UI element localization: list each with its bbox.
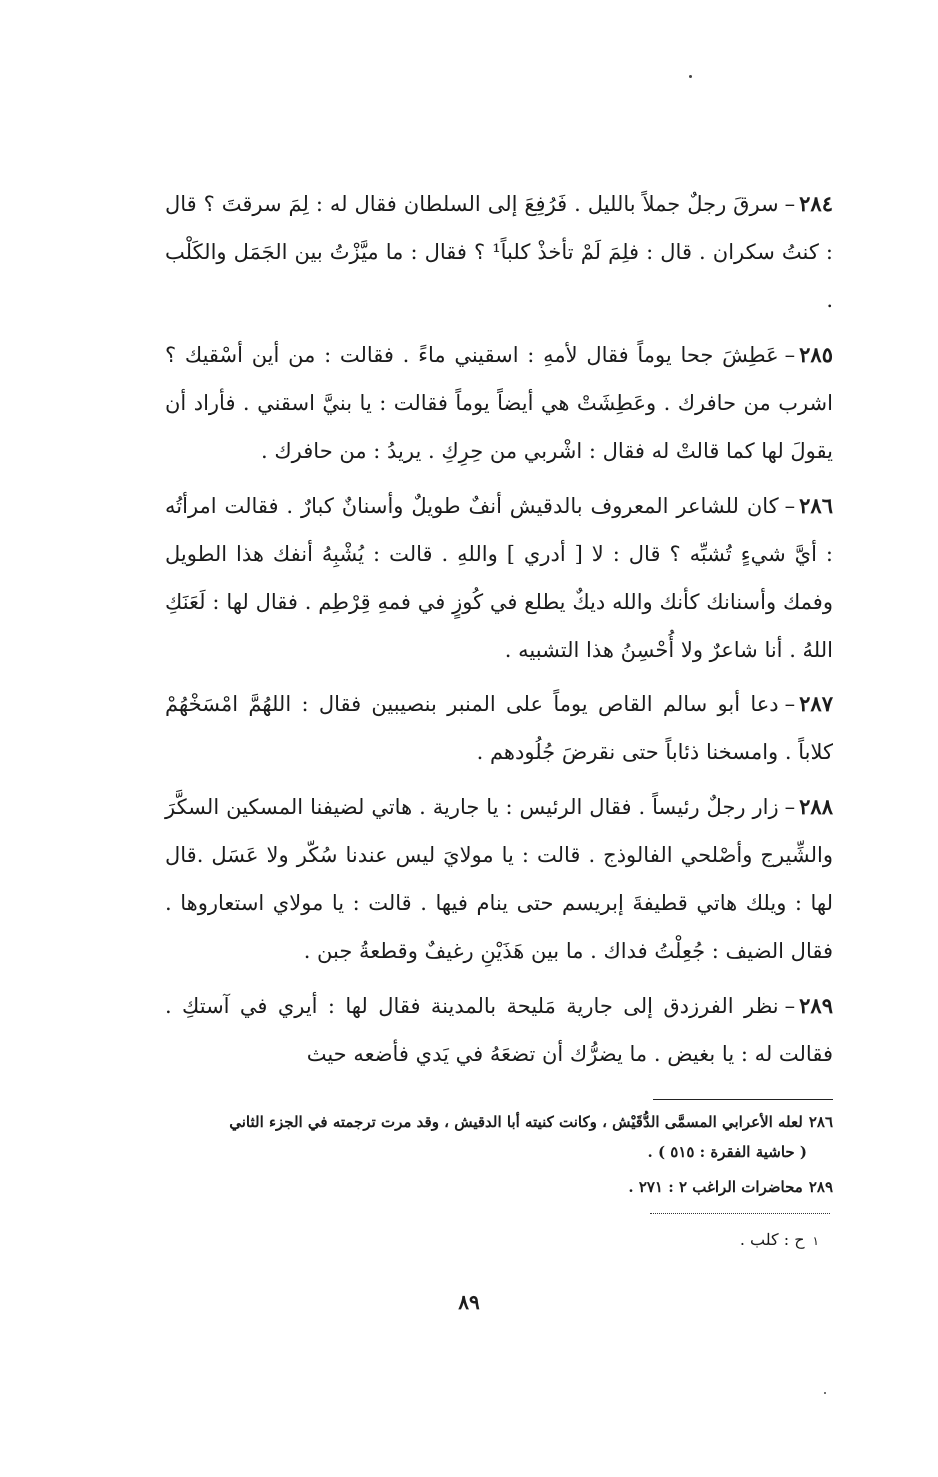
variant-note <box>165 1226 833 1255</box>
footnote-number: ٢٨٩ <box>808 1178 833 1196</box>
paragraph-dash: – <box>784 343 796 367</box>
variant-text: ح : كلب . <box>739 1230 805 1249</box>
paragraph-289 <box>165 982 833 1078</box>
paragraph-text: نظر الفرزدق إلى جارية مَليحة بالمدينة فقال لها : أيري في آستكِ . فقالت له : يا بغيض . ما يضرُّك أن تضعَهُ في يَدي فأضعه حيث <box>165 994 833 1066</box>
footnote-separator <box>653 1099 833 1100</box>
page-number: ٨٩ <box>458 1290 480 1314</box>
paragraph-number: ٢٨٨ <box>799 794 833 819</box>
paragraph-284 <box>165 180 833 324</box>
footnote-text: لعله الأعرابي المسمَّى الدُّقَيْش ، وكانت كنيته أبا الدقيش ، وقد مرت ترجمته في الجزء الثاني <box>229 1113 803 1131</box>
paragraph-dash: – <box>784 494 796 518</box>
paragraph-285 <box>165 331 833 475</box>
footnote-number: ٢٨٦ <box>808 1113 833 1131</box>
paragraph-number: ٢٨٩ <box>799 993 833 1018</box>
paragraph-dash: – <box>784 795 796 819</box>
paragraph-dash: – <box>784 192 796 216</box>
print-speck <box>689 75 692 78</box>
paragraph-number: ٢٨٦ <box>799 493 833 518</box>
paragraph-dash: – <box>784 692 796 716</box>
paragraph-288 <box>165 783 833 975</box>
paragraph-number: ٢٨٤ <box>799 191 833 216</box>
paragraph-text: دعا أبو سالم القاص يوماً على المنبر بنصيبين فقال : اللهُمَّ امْسَخْهُمْ كلاباً . وامسخنا ذئاباً حتى نقرضَ جُلُودهم . <box>165 692 833 764</box>
print-speck <box>824 1392 826 1394</box>
footnote-289 <box>165 1173 833 1201</box>
paragraph-text: سرقَ رجلٌ جملاً بالليل . فَرُفِعَ إلى السلطان فقال له : لِمَ سرقتَ ؟ قال : كنتُ سكران . قال : فلِمَ لَمْ تأخذْ كلباً¹ ؟ فقال : ما ميَّزْتُ بين الجَمَل والكَلْب . <box>165 192 833 312</box>
paragraph-287 <box>165 680 833 776</box>
paragraph-286 <box>165 482 833 674</box>
paragraph-text: زار رجلٌ رئيساً . فقال الرئيس : يا جارية . هاتي لضيفنا المسكين السكَّرَ والشِّيرج وأصْلحي الفالوذج . قالت : يا مولايَ ليس عندنا سُكّر ولا عَسَل .قال لها : ويلك هاتي قطيفةَ إبريسم حتى ينام فيها . قالت : يا مولاي استعاروها . فقال الضيف : جُعِلْتُ فداك . ما بين هَذَيْنِ رغيفٌ وقطعةُ جبن . <box>165 795 833 963</box>
variant-separator <box>650 1213 830 1214</box>
footnote-286-continued <box>165 1138 833 1166</box>
variant-mark: ١ <box>812 1234 819 1248</box>
paragraph-number: ٢٨٧ <box>799 691 833 716</box>
footnote-text: ( حاشية الفقرة : ٥١٥ ) . <box>647 1143 807 1161</box>
paragraph-text: كان للشاعر المعروف بالدقيش أنفٌ طويلٌ وأسنانٌ كبارٌ . فقالت امرأتُه : أيَّ شيءٍ تُشبِّه ؟ قال : لا [ أدري ] واللهِ . قالت : يُشْبِهُ أنفك هذا الطويل وفمك وأسنانك كأنك والله ديكٌ يطلع في كُوزٍ في فمهِ قِرْطِم . فقال لها : لَعَنَكِ اللهُ . أنا شاعرٌ ولا أُحْسِنُ هذا التشبيه . <box>165 494 833 662</box>
footnote-286 <box>165 1108 833 1136</box>
footnote-text: محاضرات الراغب ٢ : ٢٧١ . <box>628 1178 803 1196</box>
paragraph-text: عَطِشَ جحا يوماً فقال لأمهِ : اسقيني ماءً . فقالت : من أين أسْقيك ؟ اشرب من حافرك . وعَطِشَتْ هي أيضاً يوماً فقالت : يا بنيَّ اسقني . فأراد أن يقولَ لها كما قالتْ له فقال : اشْربي من حِرِكِ . يريدُ : من حافرك . <box>165 343 833 463</box>
paragraph-number: ٢٨٥ <box>799 342 833 367</box>
paragraph-dash: – <box>784 994 796 1018</box>
